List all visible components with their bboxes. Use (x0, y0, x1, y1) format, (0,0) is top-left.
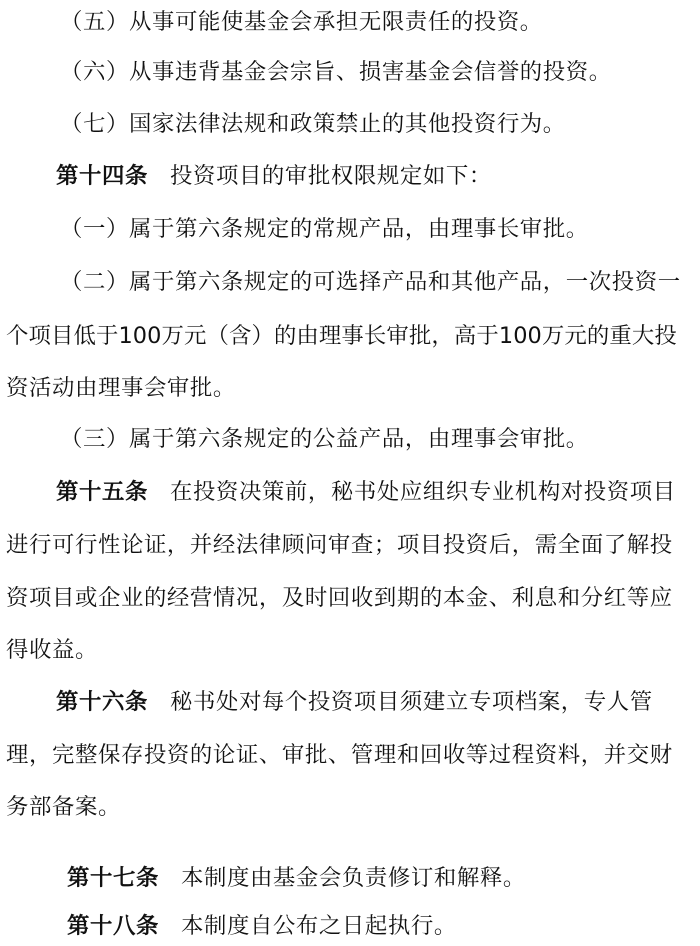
article-14-item-3: （三）属于第六条规定的公益产品，由理事会审批。 (60, 426, 589, 452)
article-18-line (67, 906, 700, 946)
article-16-line-1 (56, 682, 700, 722)
article-16-line-3: 务部备案。 (6, 794, 121, 820)
article-17-text: 本制度由基金会负责修订和解释。 (180, 865, 526, 891)
article-17-line (67, 858, 700, 898)
article-18-title: 第十八条 (67, 913, 159, 939)
article-15-line-3: 资项目或企业的经营情况，及时回收到期的本金、利息和分红等应 (6, 585, 673, 611)
item-5: （五）从事可能使基金会承担无限责任的投资。 (60, 9, 543, 35)
article-14-item-2-line-1: （二）属于第六条规定的可选择产品和其他产品，一次投资一 (60, 269, 681, 295)
article-18-text: 本制度自公布之日起执行。 (180, 913, 457, 939)
item-7: （七）国家法律法规和政策禁止的其他投资行为。 (60, 111, 566, 137)
article-14-text: 投资项目的审批权限规定如下： (169, 163, 492, 189)
article-15-line-2: 进行可行性论证，并经法律顾问审查；项目投资后，需全面了解投 (6, 532, 673, 558)
article-14-line-1 (56, 156, 700, 196)
article-15-line-1 (56, 472, 700, 512)
article-14-item-1: （一）属于第六条规定的常规产品，由理事长审批。 (60, 216, 589, 242)
article-14-item-2-line-3: 资活动由理事会审批。 (6, 375, 236, 401)
article-15-text-1: 在投资决策前，秘书处应组织专业机构对投资项目 (169, 479, 676, 505)
article-16-line-2: 理，完整保存投资的论证、审批、管理和回收等过程资料，并交财 (6, 742, 673, 768)
article-14-title: 第十四条 (56, 163, 148, 189)
article-17-title: 第十七条 (67, 865, 159, 891)
article-14-item-2-line-2: 个项目低于100万元（含）的由理事长审批，高于100万元的重大投 (6, 323, 677, 349)
article-16-title: 第十六条 (56, 689, 148, 715)
item-6: （六）从事违背基金会宗旨、损害基金会信誉的投资。 (60, 59, 612, 85)
article-15-line-4: 得收益。 (6, 637, 98, 663)
article-15-title: 第十五条 (56, 479, 148, 505)
article-16-text-1: 秘书处对每个投资项目须建立专项档案，专人管 (169, 689, 653, 715)
